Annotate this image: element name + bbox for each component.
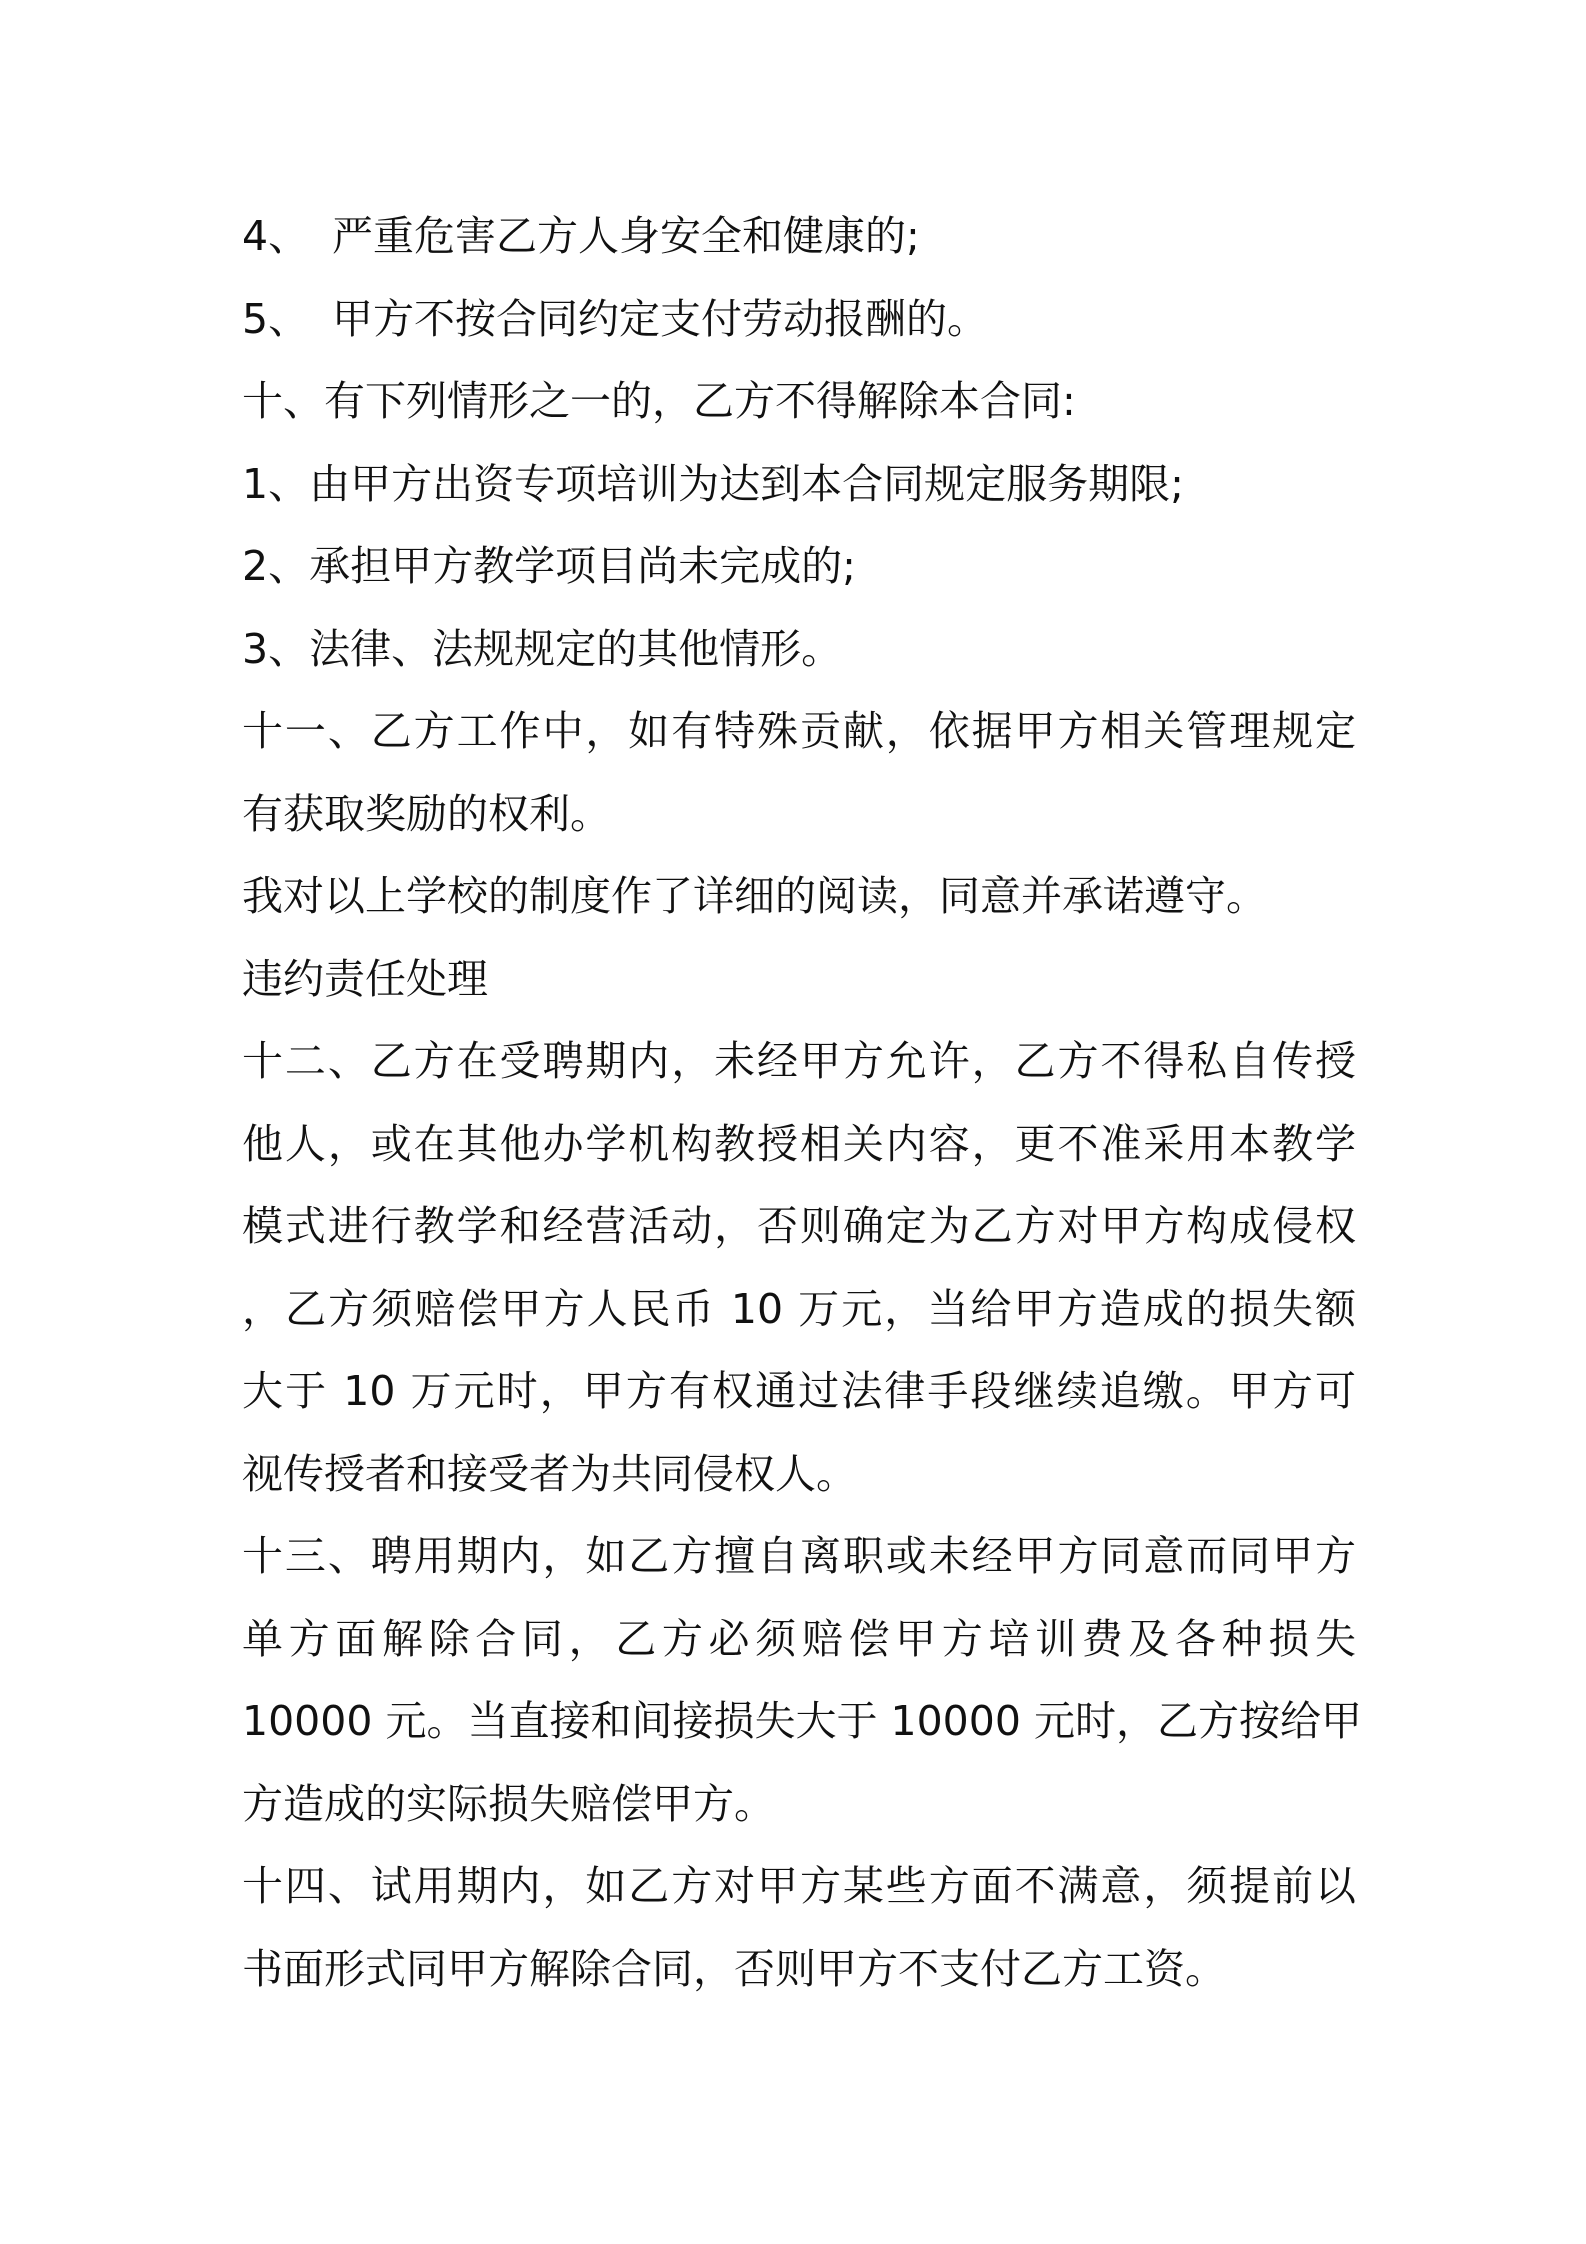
text-line bbox=[242, 278, 1362, 361]
text-line: 10000 元。当直接和间接损失大于 10000 元时，乙方按给甲 bbox=[242, 1697, 1362, 1745]
text-line: 大于 10 万元时，甲方有权通过法律手段继续追缴。甲方可 bbox=[242, 1367, 1356, 1415]
document-body bbox=[242, 195, 1362, 2010]
text-line: 书面形式同甲方解除合同，否则甲方不支付乙方工资。 bbox=[242, 1944, 1226, 1993]
text-line: 十三、聘用期内，如乙方擅自离职或未经甲方同意而同甲方 bbox=[242, 1532, 1356, 1580]
text-line: 十、有下列情形之一的，乙方不得解除本合同: bbox=[242, 377, 1076, 425]
text-line: 方造成的实际损失赔偿甲方。 bbox=[242, 1779, 775, 1828]
section-heading: 违约责任处理 bbox=[242, 954, 488, 1003]
line-text: 甲方不按合同约定支付劳动报酬的。 bbox=[332, 294, 988, 343]
text-line: 1、由甲方出资专项培训为达到本合同规定服务期限; bbox=[242, 459, 1184, 508]
text-line: ，乙方须赔偿甲方人民币 10 万元，当给甲方造成的损失额 bbox=[242, 1284, 1356, 1333]
list-number: 4、 bbox=[242, 212, 310, 260]
text-line: 十四、试用期内，如乙方对甲方某些方面不满意，须提前以 bbox=[242, 1862, 1356, 1910]
text-line: 他人，或在其他办学机构教授相关内容，更不准采用本教学 bbox=[242, 1119, 1356, 1168]
text-line: 十一、乙方工作中，如有特殊贡献，依据甲方相关管理规定 bbox=[242, 707, 1356, 755]
text-line: 我对以上学校的制度作了详细的阅读，同意并承诺遵守。 bbox=[242, 872, 1267, 920]
text-line: 视传授者和接受者为共同侵权人。 bbox=[242, 1449, 857, 1498]
text-line: 有获取奖励的权利。 bbox=[242, 789, 611, 838]
line-text: 严重危害乙方人身安全和健康的; bbox=[332, 212, 920, 260]
text-line: 3、法律、法规规定的其他情形。 bbox=[242, 624, 843, 673]
text-line bbox=[242, 195, 1362, 278]
list-number: 5、 bbox=[242, 294, 310, 343]
text-line: 2、承担甲方教学项目尚未完成的; bbox=[242, 542, 856, 590]
text-line: 模式进行教学和经营活动，否则确定为乙方对甲方构成侵权 bbox=[242, 1202, 1356, 1250]
text-line: 十二、乙方在受聘期内，未经甲方允许，乙方不得私自传授 bbox=[242, 1037, 1356, 1085]
text-line: 单方面解除合同，乙方必须赔偿甲方培训费及各种损失 bbox=[242, 1614, 1356, 1663]
